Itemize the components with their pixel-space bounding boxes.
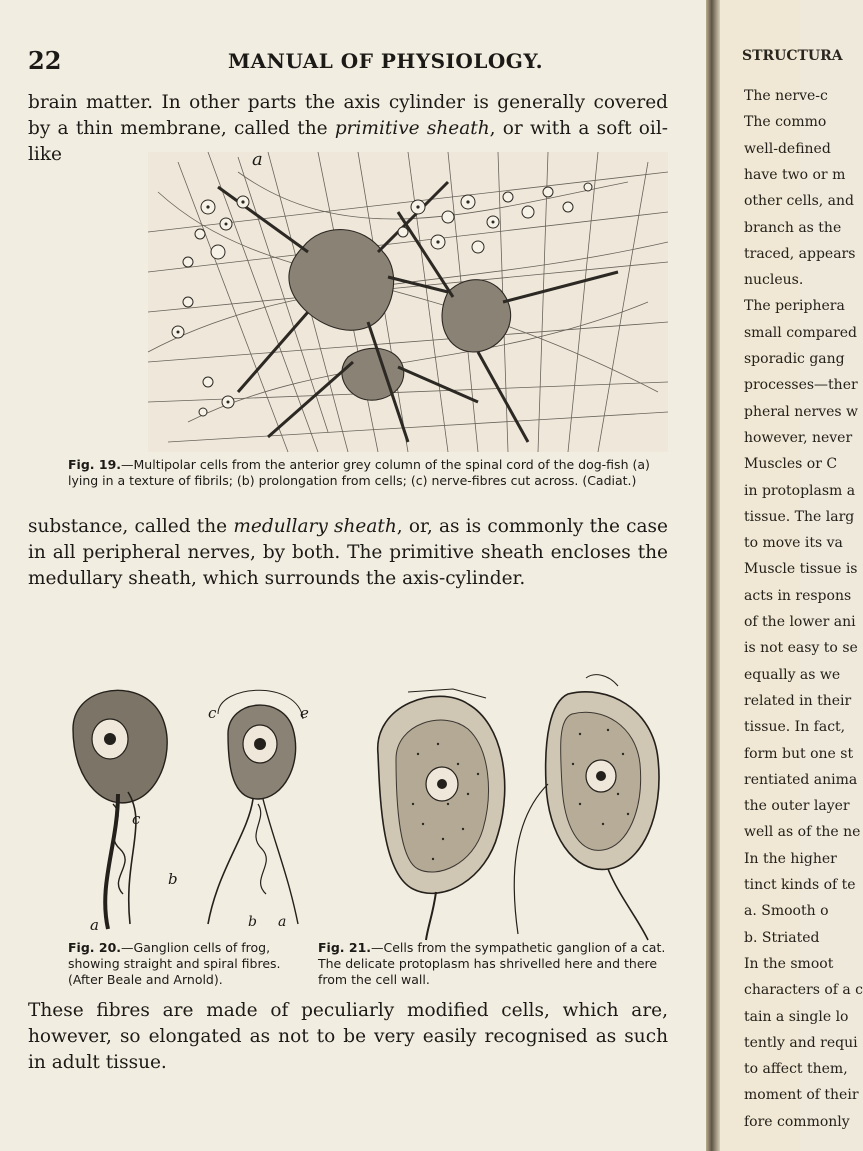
adjacent-page-line: In the higher: [744, 850, 837, 867]
figure-19-illustration: [148, 149, 668, 452]
p2-emphasis: medullary sheath: [233, 516, 397, 537]
adjacent-page: [720, 0, 863, 1151]
figure-20-label-b-left: b: [168, 870, 178, 888]
adjacent-page-line: a. Smooth o: [744, 903, 829, 920]
adjacent-page-line: rentiated anima: [744, 771, 858, 788]
adjacent-page-line: The nerve-c: [744, 88, 828, 104]
figure-20-caption: [68, 940, 308, 988]
adjacent-page-line: acts in respons: [744, 587, 852, 604]
page-number: 22: [28, 46, 62, 75]
running-title: MANUAL OF PHYSIOLOGY.: [228, 49, 544, 73]
adjacent-page-line: Muscles or C: [744, 456, 838, 473]
adjacent-page-line: tently and requi: [744, 1034, 858, 1051]
adjacent-page-line: form but one st: [744, 745, 854, 762]
p1-emphasis: primitive sheath: [334, 118, 490, 139]
adjacent-page-line: tissue. In fact,: [744, 719, 846, 736]
adjacent-page-line: equally as we: [744, 666, 841, 683]
figure-21-caption-number: Fig. 21.: [318, 940, 372, 955]
adjacent-page-line: pheral nerves w: [744, 403, 859, 420]
running-head: [0, 46, 706, 76]
figure-20-label-e: e: [300, 704, 309, 722]
figure-19-label-a: a: [252, 149, 263, 170]
adjacent-page-line: moment of their: [744, 1087, 859, 1104]
adjacent-page-line: tinct kinds of te: [744, 877, 856, 893]
adjacent-page-line: have two or m: [744, 166, 846, 183]
adjacent-page-line: branch as the: [744, 219, 842, 236]
figure-20-caption-text: —Ganglion cells of frog, showing straight and spiral fibres. (After Beale and Arnold).: [68, 940, 281, 987]
adjacent-page-line: in protoplasm a: [744, 482, 856, 499]
adjacent-page-line: fore commonly: [744, 1113, 850, 1130]
adjacent-page-line: Muscle tissue is: [744, 561, 858, 578]
adjacent-page-line: is not easy to se: [744, 640, 858, 657]
figure-20-label-c-right: c: [208, 704, 217, 722]
figure-20-label-b-right: b: [248, 914, 257, 930]
adjacent-page-line: b. Striated: [744, 929, 820, 946]
adjacent-page-line: In the smoot: [744, 955, 834, 972]
figure-21-caption-text: —Cells from the sympathetic ganglion of a cat. The delicate protoplasm has shrivelled here and there from the cell wall.: [318, 940, 666, 987]
adjacent-page-line: processes—ther: [744, 377, 858, 394]
adjacent-page-line: sporadic gang: [744, 351, 845, 367]
figure-20-label-c-left: c: [132, 810, 141, 828]
paragraph-2: [28, 514, 668, 592]
adjacent-page-heading: STRUCTURA: [742, 48, 843, 64]
figure-20-caption-number: Fig. 20.: [68, 940, 122, 955]
adjacent-page-line: tissue. The larg: [744, 508, 855, 525]
figure-20-illustration: [68, 674, 308, 934]
adjacent-page-line: well as of the ne: [744, 824, 861, 841]
adjacent-page-line: The commo: [744, 114, 827, 131]
adjacent-page-line: to affect them,: [744, 1061, 848, 1078]
figure-20-ganglion-cells: [68, 674, 308, 934]
adjacent-page-line: The periphera: [744, 298, 845, 315]
figure-20-label-a-right: a: [278, 914, 287, 930]
figure-19-caption-number: Fig. 19.: [68, 457, 122, 472]
adjacent-page-line: characters of a c: [744, 982, 863, 999]
p2-text-b: , or, as is commonly the case in all peripheral nerves, by both. The primitive sheath encloses the medullary sheath, which surrounds the axis-cylinder.: [28, 516, 668, 589]
figure-19-multipolar-cells: [148, 149, 668, 452]
figure-21-caption: [318, 940, 678, 988]
p2-text-a: substance, called the: [28, 516, 234, 537]
figure-21-sympathetic-cells: [318, 664, 686, 940]
adjacent-page-line: small compared: [744, 324, 858, 341]
adjacent-page-line: of the lower ani: [744, 614, 856, 630]
paragraph-3: These fibres are made of peculiarly modified cells, which are, however, so elongated as not to be very easily recognised as such in adult tissue.: [28, 1000, 668, 1073]
figure-19-caption-text: —Multipolar cells from the anterior grey column of the spinal cord of the dog-fish (a) lying in a texture of fibrils; (b) prolongation from cells; (c) nerve-fibres cut across. (Cadiat.): [68, 457, 650, 488]
adjacent-page-line: tain a single lo: [744, 1008, 849, 1025]
adjacent-page-line: related in their: [744, 692, 852, 709]
p1-text-a: brain matter. In other parts the axis cylinder is generally covered by a thin membrane, called the: [28, 92, 668, 139]
book-gutter: [706, 0, 720, 1151]
figure-19-caption: [68, 457, 668, 489]
adjacent-page-line: other cells, and: [744, 193, 854, 210]
figure-21-illustration: [318, 664, 686, 940]
figure-20-label-a-left: a: [90, 916, 99, 934]
adjacent-page-line: traced, appears: [744, 245, 856, 262]
adjacent-page-line: the outer layer: [744, 798, 850, 815]
adjacent-page-line: to move its va: [744, 535, 843, 552]
adjacent-page-line: nucleus.: [744, 272, 804, 289]
p1-text-b: , or with a soft oil-like: [28, 118, 668, 165]
adjacent-page-line: well-defined: [744, 140, 831, 157]
adjacent-page-line: however, never: [744, 429, 853, 446]
